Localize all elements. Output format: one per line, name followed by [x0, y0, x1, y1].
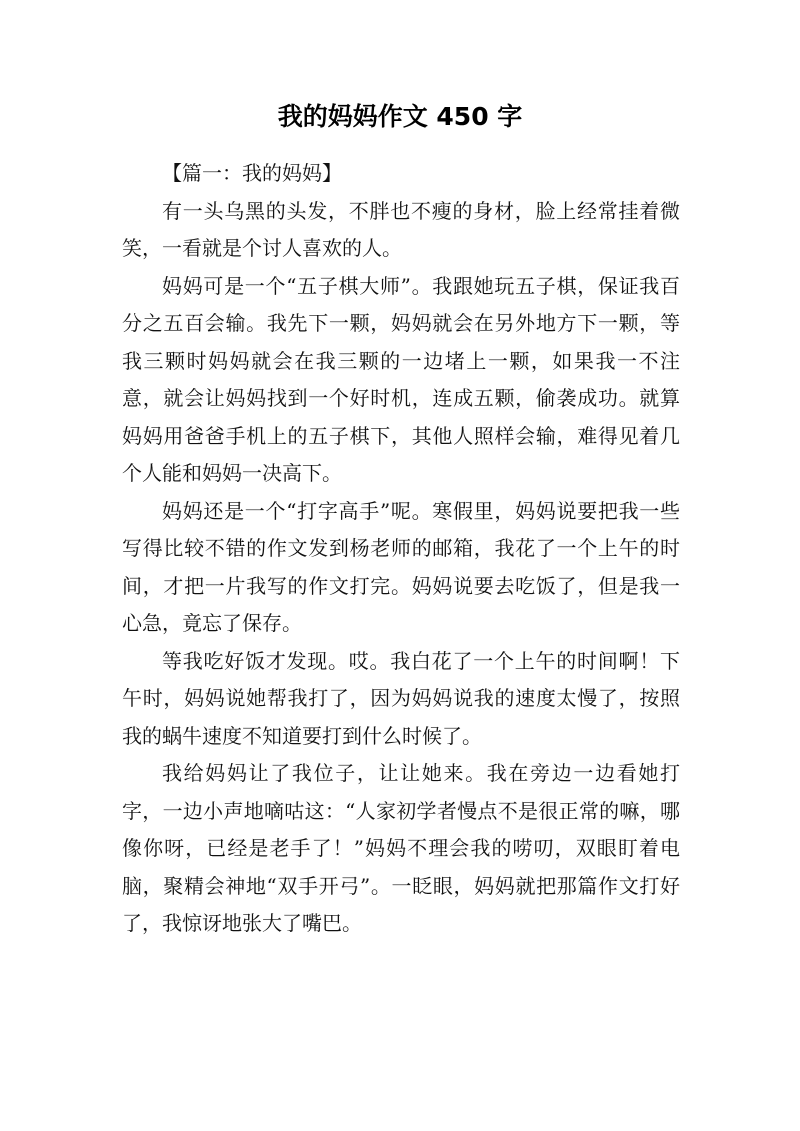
paragraph: 有一头乌黑的头发，不胖也不瘦的身材，脸上经常挂着微笑，一看就是个讨人喜欢的人。: [122, 198, 680, 260]
document-title: 我的妈妈作文 450 字: [277, 102, 523, 131]
section-heading: 【篇一：我的妈妈】: [162, 161, 342, 185]
paragraph: 妈妈还是一个“打字高手”呢。寒假里，妈妈说要把我一些写得比较不错的作文发到杨老师的邮箱，我花了一个上午的时间，才把一片我写的作文打完。妈妈说要去吃饭了，但是我一心急，竟忘了保存。: [122, 498, 680, 635]
paragraph: 我给妈妈让了我位子，让让她来。我在旁边一边看她打字，一边小声地嘀咕这：“人家初学者慢点不是很正常的嘛，哪像你呀，已经是老手了！”妈妈不理会我的唠叨，双眼盯着电脑，聚精会神地“双手开弓”。一眨眼，妈妈就把那篇作文打好了，我惊讶地张大了嘴巴。: [122, 761, 680, 935]
paragraph: 妈妈可是一个“五子棋大师”。我跟她玩五子棋，保证我百分之五百会输。我先下一颗，妈妈就会在另外地方下一颗，等我三颗时妈妈就会在我三颗的一边堵上一颗，如果我一不注意，就会让妈妈找到一个好时机，连成五颗，偷袭成功。就算妈妈用爸爸手机上的五子棋下，其他人照样会输，难得见着几个人能和妈妈一决高下。: [122, 273, 680, 485]
document-body: [122, 155, 680, 943]
paragraph: 等我吃好饭才发现。哎。我白花了一个上午的时间啊！下午时，妈妈说她帮我打了，因为妈妈说我的速度太慢了，按照我的蜗牛速度不知道要打到什么时候了。: [122, 648, 680, 748]
